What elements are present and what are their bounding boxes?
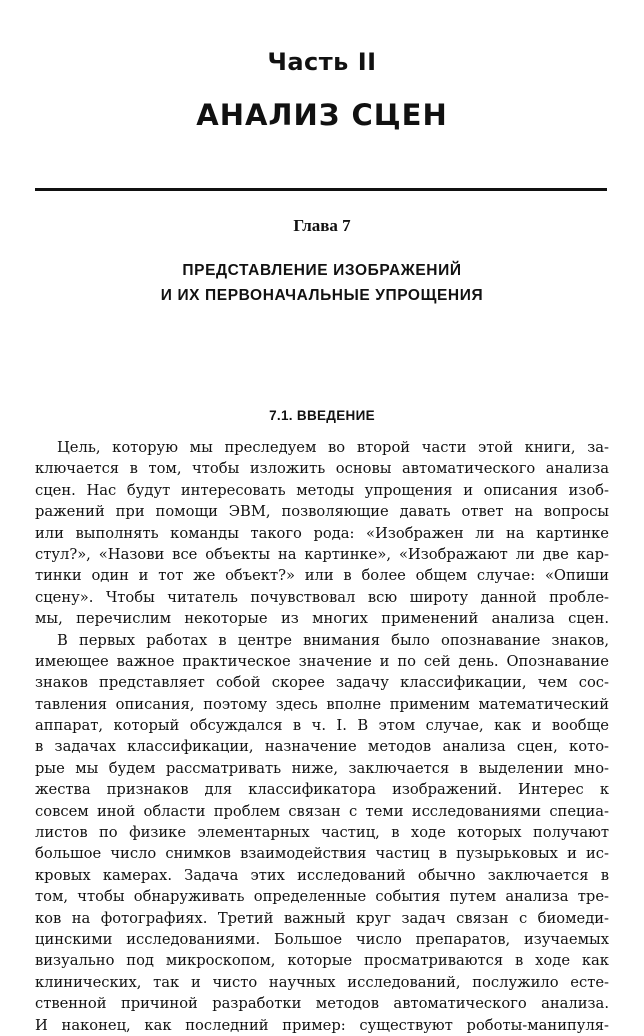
text-line: ственной причиной разработки методов автоматического анализа. [35, 995, 609, 1013]
text-line: цинскими исследованиями. Большое число препаратов, изучаемых [35, 930, 609, 948]
text-line: ков на фотографиях. Третий важный круг задач связан с биомеди- [35, 909, 609, 927]
chapter-title [0, 258, 644, 308]
text-line: тавления описания, поэтому здесь вполне применим математический [35, 695, 609, 713]
text-line: ключается в том, чтобы изложить основы автоматического анализа [35, 460, 609, 478]
text-line: совсем иной области проблем связан с теми исследованиями специа- [35, 802, 609, 820]
text-line: стул?», «Назови все объекты на картинке», «Изображают ли две кар- [35, 545, 609, 563]
body-text [35, 437, 609, 1036]
text-line: знаков представляет собой скорее задачу классификации, чем сос- [35, 674, 609, 692]
text-line: в задачах классификации, назначение методов анализа сцен, кото- [35, 738, 609, 756]
text-line: клинических, так и чисто научных исследований, послужило есте- [35, 973, 609, 991]
chapter-title-line: И ИХ ПЕРВОНАЧАЛЬНЫЕ УПРОЩЕНИЯ [160, 287, 484, 304]
section-title: 7.1. ВВЕДЕНИЕ [269, 408, 375, 423]
text-line: Цель, которую мы преследуем во второй части этой книги, за- [57, 439, 609, 456]
text-line: тинки один и тот же объект?» или в более общем случае: «Опиши [35, 567, 609, 585]
text-line: кровых камерах. Задача этих исследований обычно заключается в [35, 866, 609, 884]
chapter-title-line: ПРЕДСТАВЛЕНИЕ ИЗОБРАЖЕНИЙ [182, 262, 462, 279]
text-line: имеющее важное практическое значение и по сей день. Опознавание [35, 652, 609, 670]
part-label: Часть II [267, 48, 377, 76]
text-line: ражений при помощи ЭВМ, позволяющие давать ответ на вопросы [35, 503, 609, 521]
chapter-label: Глава 7 [293, 216, 351, 235]
text-line: том, чтобы обнаруживать определенные события путем анализа тре- [35, 888, 609, 906]
text-line: В первых работах в центре внимания было опознавание знаков, [57, 631, 609, 649]
text-line: жества признаков для классификатора изображений. Интерес к [35, 781, 609, 799]
part-title: АНАЛИЗ СЦЕН [196, 98, 448, 132]
horizontal-rule [35, 188, 607, 191]
text-line: сцен. Нас будут интересовать методы упрощения и описания изоб- [35, 481, 609, 499]
text-line: аппарат, который обсуждался в ч. I. В этом случае, как и вообще [35, 717, 609, 735]
text-line: мы, перечислим некоторые из многих применений анализа сцен. [35, 610, 609, 628]
text-line: рые мы будем рассматривать ниже, заключается в выделении мно- [35, 759, 609, 777]
text-line: визуально под микроскопом, которые просматриваются в ходе как [35, 952, 609, 970]
text-line: листов по физике элементарных частиц, в ходе которых получают [35, 824, 609, 842]
text-line: сцену». Чтобы читатель почувствовал всю широту данной пробле- [35, 588, 609, 606]
text-line: или выполнять команды такого рода: «Изображен ли на картинке [35, 524, 609, 542]
text-line: большое число снимков взаимодействия частиц в пузырьковых и ис- [35, 845, 609, 863]
text-line: И наконец, как последний пример: существуют роботы-манипуля- [35, 1016, 609, 1034]
